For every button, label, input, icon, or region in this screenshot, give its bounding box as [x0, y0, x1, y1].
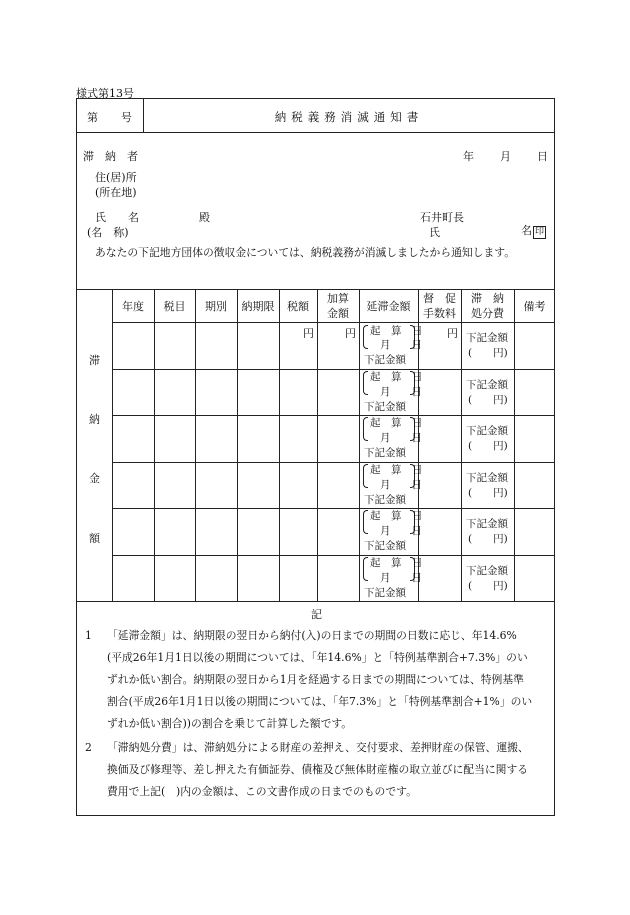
late-amount-below: 下記金額 [364, 354, 406, 366]
header-rule [77, 132, 554, 133]
late-amount-below: 下記金額 [364, 540, 406, 552]
header-deadline: 納期限 [241, 300, 275, 313]
notice-form [76, 98, 555, 816]
form-number: 様式第13号 [76, 87, 134, 100]
yen-unit: 円 [447, 327, 458, 340]
note-line: 費用で上記( )内の金額は、この文書作成の日までのものです。 [107, 785, 417, 798]
note-number: 2 [85, 741, 92, 754]
disp-yen-paren: ( 円) [468, 440, 508, 452]
note-line: 「滞納処分費」は、滞納処分による財産の差押え、交付要求、差押財産の保管、運搬、 [107, 741, 529, 754]
date-month: 月 [500, 150, 511, 163]
note-line: ずれか低い割合。納期限の翌日から1月を経過する日までの期間については、特例基準 [107, 673, 524, 686]
disp-yen-paren: ( 円) [468, 394, 508, 406]
note-item-2 [85, 737, 551, 803]
taxpayer-label: 滞 納 者 [83, 150, 138, 163]
bracket-left [363, 510, 368, 534]
note-line: 換価及び修理等、差し押えた有価証券、債権及び無体財産権の取立並びに配当に関する [107, 763, 529, 776]
company-name-label: (名 称) [87, 226, 129, 239]
disp-amount-below: 下記金額 [466, 425, 508, 437]
side-label-char: 額 [89, 532, 100, 545]
header-disposition-line2: 処分費 [471, 307, 504, 320]
name-label: 氏 名 [95, 211, 139, 224]
notice-text: あなたの下記地方団体の徴収金については、納税義務が消滅しましたから通知します。 [95, 246, 515, 259]
note-line: ずれか低い割合))の割合を乗じて計算した額です。 [107, 717, 353, 730]
bracket-left [363, 325, 368, 349]
late-month-day: 月 日 [380, 432, 422, 444]
late-month-day: 月 日 [380, 339, 422, 351]
document-title: 納税義務消滅通知書 [274, 110, 424, 124]
disp-amount-below: 下記金額 [466, 332, 508, 344]
late-month-day: 月 日 [380, 479, 422, 491]
header-additional-line1: 加算 [327, 292, 349, 305]
header-additional-line2: 金額 [327, 307, 349, 320]
yen-unit: 円 [303, 327, 314, 340]
bracket-left [363, 464, 368, 488]
disp-yen-paren: ( 円) [468, 580, 508, 592]
row-line [112, 322, 555, 323]
header-fee-line1: 督 促 [423, 292, 456, 305]
table-bottom-rule [77, 601, 554, 602]
late-amount-below: 下記金額 [364, 447, 406, 459]
late-start-day: 起 算 日 [370, 510, 423, 522]
address-label: 住(居)所 [95, 171, 137, 184]
note-item-1 [85, 625, 551, 735]
header-year: 年度 [122, 300, 144, 313]
side-label-char: 金 [89, 472, 100, 485]
late-month-day: 月 日 [380, 525, 422, 537]
header-late-fee: 延滞金額 [366, 300, 411, 313]
late-amount-below: 下記金額 [364, 401, 406, 413]
taxpayer-rule [77, 289, 554, 290]
row-line [112, 508, 555, 509]
location-label: (所在地) [95, 186, 137, 199]
seal-mark: 印 [535, 227, 545, 237]
header-disposition [461, 291, 514, 321]
mayor-shi: 氏 [429, 226, 440, 239]
late-month-day: 月 日 [380, 386, 422, 398]
header-remarks: 備考 [523, 300, 546, 313]
note-line: 割合(平成26年1月1日以後の期間については、「年7.3%」と「特例基準割合+1%」のい [107, 695, 533, 708]
late-start-day: 起 算 日 [370, 371, 423, 383]
note-number: 1 [85, 629, 92, 642]
late-start-day: 起 算 日 [370, 464, 423, 476]
no-label-dai: 第 [87, 111, 98, 124]
mayor-mei [521, 222, 546, 239]
yen-unit: 円 [345, 327, 356, 340]
disp-yen-paren: ( 円) [468, 487, 508, 499]
row-line [112, 555, 555, 556]
disp-amount-below: 下記金額 [466, 472, 508, 484]
late-start-day: 起 算 日 [370, 557, 423, 569]
disp-amount-below: 下記金額 [466, 518, 508, 530]
disp-yen-paren: ( 円) [468, 533, 508, 545]
header-period: 期別 [205, 300, 227, 313]
late-start-day: 起 算 日 [370, 325, 423, 337]
header-tax-item: 税目 [163, 300, 186, 313]
late-amount-below: 下記金額 [364, 494, 406, 506]
no-label-go: 号 [121, 111, 132, 124]
disp-amount-below: 下記金額 [466, 565, 508, 577]
mayor-title: 石井町長 [420, 211, 464, 224]
honorific-dono: 殿 [199, 211, 210, 224]
header-disposition-line1: 滞 納 [471, 292, 504, 305]
row-line [112, 369, 555, 370]
late-month-day: 月 日 [380, 572, 422, 584]
bracket-left [363, 417, 368, 441]
header-fee [418, 291, 461, 321]
notes-heading: 記 [311, 608, 322, 621]
row-line [112, 462, 555, 463]
bracket-left [363, 557, 368, 581]
note-line: 「延滞金額」は、納期限の翌日から納付(入)の日までの期間の日数に応じ、年14.6% [107, 629, 517, 642]
side-label-char: 滞 [89, 354, 100, 367]
header-tax-amount: 税額 [287, 300, 309, 313]
disp-yen-paren: ( 円) [468, 347, 508, 359]
late-amount-below: 下記金額 [364, 587, 406, 599]
header-fee-line2: 手数料 [423, 307, 456, 320]
date-year: 年 [463, 150, 474, 163]
row-line [112, 415, 555, 416]
late-start-day: 起 算 日 [370, 417, 423, 429]
header-additional [317, 291, 359, 321]
note-line: (平成26年1月1日以後の期間については、「年14.6%」と「特例基準割合+7.3%」のい [107, 651, 528, 664]
side-label-char: 納 [89, 413, 100, 426]
bracket-left [363, 371, 368, 395]
disp-amount-below: 下記金額 [466, 379, 508, 391]
date-day: 日 [537, 150, 548, 163]
mayor-mei-text: 名 [521, 224, 532, 237]
